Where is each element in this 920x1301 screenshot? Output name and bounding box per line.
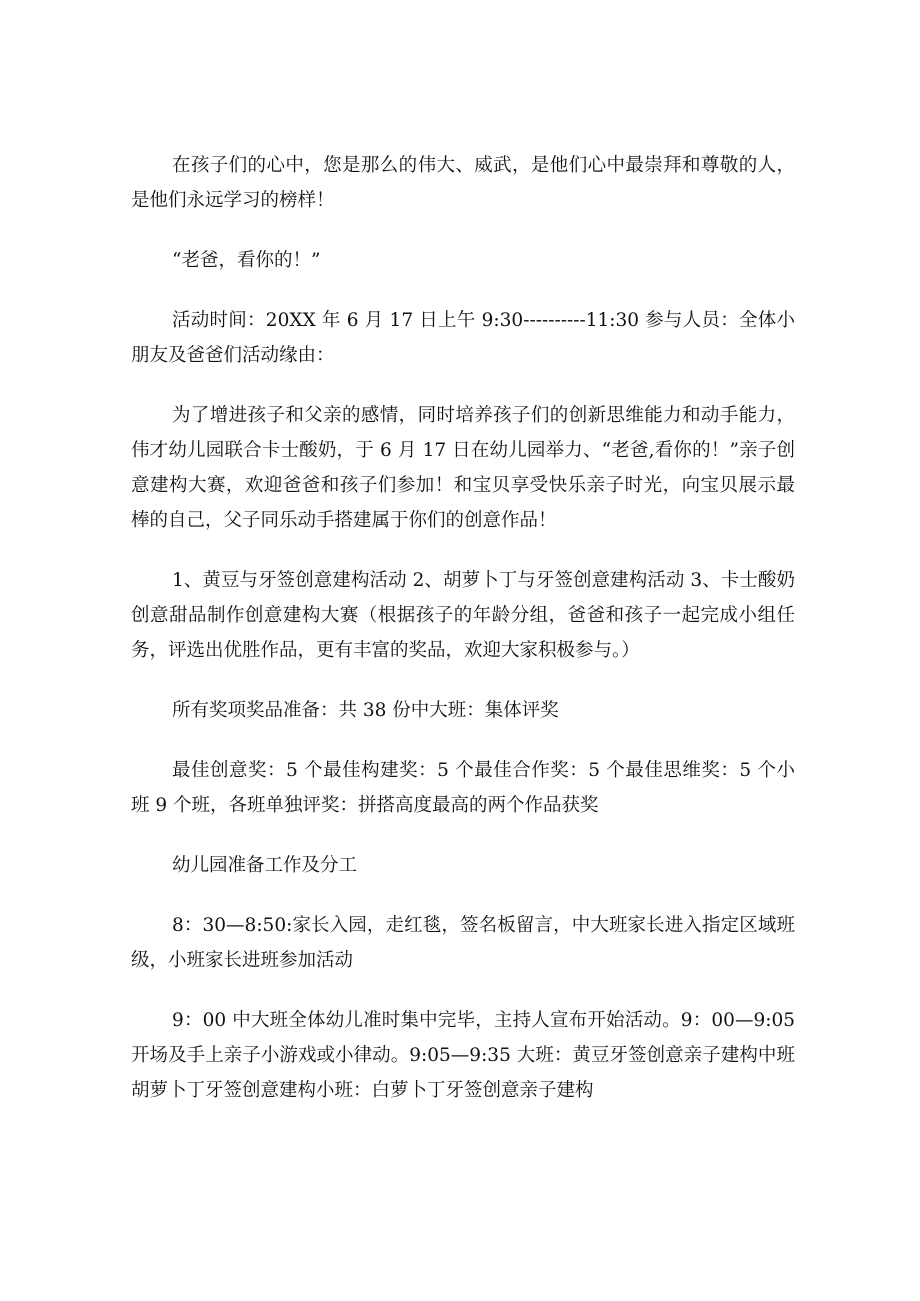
paragraph-schedule-start: 9：00 中大班全体幼儿准时集中完毕，主持人宣布开始活动。9：00—9:05 开场及手上亲子小游戏或小律动。9:05—9:35 大班：黄豆牙签创意亲子建构中班胡萝卜丁牙签创意建构小班：白萝卜丁牙签创意亲子建构	[131, 1010, 795, 1101]
paragraph-awards: 最佳创意奖：5 个最佳构建奖：5 个最佳合作奖：5 个最佳思维奖：5 个小班 9 个班，各班单独评奖：拼搭高度最高的两个作品获奖	[131, 760, 795, 816]
paragraph-prizes: 所有奖项奖品准备：共 38 份中大班：集体评奖	[172, 700, 559, 721]
paragraph-reason: 为了增进孩子和父亲的感情，同时培养孩子们的创新思维能力和动手能力，伟才幼儿园联合卡士酸奶，于 6 月 17 日在幼儿园举力、“老爸,看你的！”亲子创意建构大赛，欢迎爸爸和孩子们参加！和宝贝享受快乐亲子时光，向宝贝展示最棒的自己，父子同乐动手搭建属于你们的创意作品！	[131, 405, 795, 531]
paragraph-prep-heading: 幼儿园准备工作及分工	[172, 855, 358, 876]
paragraph-time-participants: 活动时间：20XX 年 6 月 17 日上午 9:30----------11:30 参与人员：全体小朋友及爸爸们活动缘由：	[131, 310, 795, 366]
paragraph-schedule-entry: 8：30—8:50:家长入园，走红毯，签名板留言，中大班家长进入指定区域班级，小班家长进班参加活动	[131, 915, 795, 971]
paragraph-intro: 在孩子们的心中，您是那么的伟大、威武，是他们心中最崇拜和尊敬的人，是他们永远学习的榜样！	[131, 155, 795, 211]
paragraph-slogan: “老爸，看你的！”	[172, 250, 321, 271]
document-body	[131, 148, 795, 1133]
paragraph-activities: 1、黄豆与牙签创意建构活动 2、胡萝卜丁与牙签创意建构活动 3、卡士酸奶创意甜品制作创意建构大赛（根据孩子的年龄分组，爸爸和孩子一起完成小组任务，评选出优胜作品，更有丰富的奖品，欢迎大家积极参与。）	[131, 570, 795, 661]
